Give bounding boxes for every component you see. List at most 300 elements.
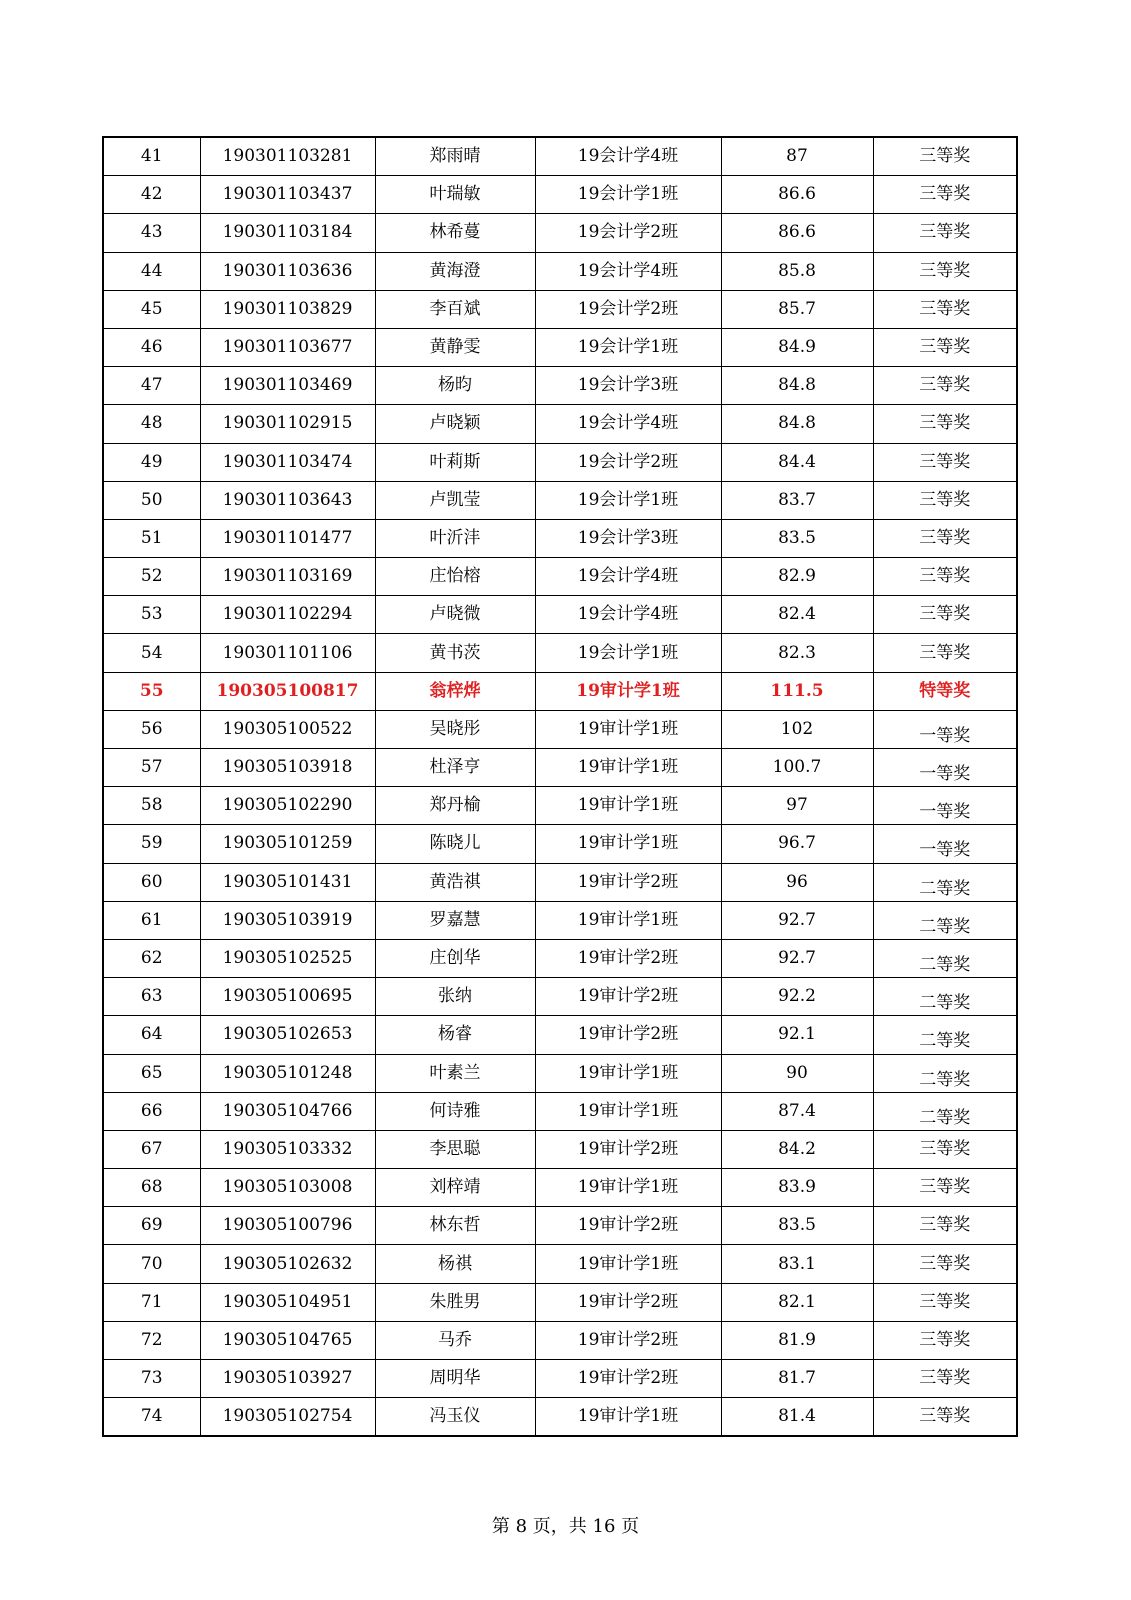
score-cell bbox=[721, 290, 873, 328]
award-cell bbox=[873, 749, 1017, 787]
student-id-cell-text: 190301103829 bbox=[222, 298, 353, 319]
table-row bbox=[103, 252, 1017, 290]
row-number-cell bbox=[103, 405, 200, 443]
score-cell-text: 96.7 bbox=[778, 833, 816, 854]
student-id-cell-text: 190305104766 bbox=[222, 1100, 353, 1121]
score-cell-text: 83.5 bbox=[778, 527, 816, 548]
student-name-cell-text: 周明华 bbox=[429, 1368, 481, 1389]
class-name-cell bbox=[535, 863, 721, 901]
student-id-cell-text: 190305103332 bbox=[222, 1138, 353, 1159]
score-cell-text: 82.1 bbox=[778, 1291, 816, 1312]
award-cell bbox=[873, 519, 1017, 557]
student-name-cell-text: 叶莉斯 bbox=[429, 451, 481, 472]
score-cell-text: 86.6 bbox=[778, 184, 816, 205]
score-cell-text: 84.2 bbox=[778, 1138, 816, 1159]
table-row bbox=[103, 367, 1017, 405]
class-name-cell bbox=[535, 1321, 721, 1359]
class-name-cell bbox=[535, 825, 721, 863]
table-row bbox=[103, 1360, 1017, 1398]
table-row bbox=[103, 749, 1017, 787]
award-cell bbox=[873, 1360, 1017, 1398]
class-name-cell bbox=[535, 939, 721, 977]
table-row bbox=[103, 558, 1017, 596]
class-name-cell-text: 19审计学1班 bbox=[577, 718, 679, 739]
class-name-cell-text: 19审计学1班 bbox=[577, 1177, 679, 1198]
table-row bbox=[103, 1054, 1017, 1092]
score-cell-text: 82.9 bbox=[778, 566, 816, 587]
award-cell-text: 三等奖 bbox=[919, 489, 971, 510]
score-cell bbox=[721, 405, 873, 443]
student-id-cell-text: 190305103008 bbox=[222, 1177, 353, 1198]
class-name-cell-text: 19会计学4班 bbox=[577, 604, 679, 625]
class-name-cell bbox=[535, 634, 721, 672]
student-name-cell-text: 杨睿 bbox=[438, 1024, 472, 1045]
award-cell-text: 三等奖 bbox=[919, 260, 971, 281]
score-cell-text: 84.8 bbox=[778, 375, 816, 396]
table-row bbox=[103, 1092, 1017, 1130]
student-name-cell-text: 罗嘉慧 bbox=[429, 909, 481, 930]
class-name-cell-text: 19会计学1班 bbox=[577, 337, 679, 358]
student-id-cell bbox=[200, 787, 375, 825]
student-id-cell bbox=[200, 749, 375, 787]
row-number-cell bbox=[103, 596, 200, 634]
student-id-cell-text: 190301103437 bbox=[222, 184, 353, 205]
student-id-cell bbox=[200, 1054, 375, 1092]
award-cell-text: 三等奖 bbox=[919, 337, 971, 358]
row-number-cell-text: 74 bbox=[140, 1406, 163, 1427]
award-cell bbox=[873, 672, 1017, 710]
row-number-cell-text: 54 bbox=[140, 642, 163, 663]
score-cell bbox=[721, 558, 873, 596]
student-name-cell-text: 李百斌 bbox=[429, 298, 481, 319]
student-id-cell bbox=[200, 328, 375, 366]
class-name-cell bbox=[535, 1207, 721, 1245]
score-cell-text: 82.4 bbox=[778, 604, 816, 625]
student-id-cell bbox=[200, 1207, 375, 1245]
class-name-cell-text: 19审计学2班 bbox=[577, 1291, 679, 1312]
row-number-cell bbox=[103, 519, 200, 557]
class-name-cell bbox=[535, 328, 721, 366]
student-id-cell bbox=[200, 252, 375, 290]
class-name-cell bbox=[535, 443, 721, 481]
table-row bbox=[103, 1207, 1017, 1245]
row-number-cell-text: 72 bbox=[140, 1329, 163, 1350]
table-row bbox=[103, 825, 1017, 863]
row-number-cell bbox=[103, 481, 200, 519]
student-name-cell-text: 吴晓彤 bbox=[429, 718, 481, 739]
table-row bbox=[103, 443, 1017, 481]
score-cell bbox=[721, 367, 873, 405]
student-name-cell bbox=[375, 176, 535, 214]
row-number-cell bbox=[103, 787, 200, 825]
class-name-cell bbox=[535, 481, 721, 519]
table-row bbox=[103, 596, 1017, 634]
score-cell-text: 84.4 bbox=[778, 451, 816, 472]
student-name-cell-text: 陈晓儿 bbox=[429, 833, 481, 854]
class-name-cell-text: 19审计学1班 bbox=[577, 1406, 679, 1427]
student-id-cell-text: 190301103281 bbox=[222, 146, 353, 167]
class-name-cell bbox=[535, 214, 721, 252]
score-cell-text: 92.2 bbox=[778, 986, 816, 1007]
row-number-cell-text: 45 bbox=[140, 298, 163, 319]
table-row bbox=[103, 863, 1017, 901]
score-cell bbox=[721, 1130, 873, 1168]
class-name-cell bbox=[535, 176, 721, 214]
row-number-cell bbox=[103, 137, 200, 176]
row-number-cell bbox=[103, 367, 200, 405]
score-cell-text: 100.7 bbox=[772, 757, 822, 778]
row-number-cell bbox=[103, 1054, 200, 1092]
student-id-cell bbox=[200, 978, 375, 1016]
row-number-cell bbox=[103, 176, 200, 214]
student-id-cell-text: 190301102915 bbox=[222, 413, 353, 434]
student-name-cell-text: 李思聪 bbox=[429, 1138, 481, 1159]
award-cell-text: 三等奖 bbox=[919, 451, 971, 472]
row-number-cell bbox=[103, 214, 200, 252]
row-number-cell-text: 58 bbox=[140, 795, 163, 816]
student-name-cell bbox=[375, 1169, 535, 1207]
student-name-cell bbox=[375, 137, 535, 176]
student-id-cell-text: 190301103677 bbox=[222, 337, 353, 358]
page-number: 第 8 页，共 16 页 bbox=[491, 1516, 640, 1537]
score-cell bbox=[721, 214, 873, 252]
award-cell bbox=[873, 825, 1017, 863]
student-name-cell-text: 林东哲 bbox=[429, 1215, 481, 1236]
student-id-cell bbox=[200, 290, 375, 328]
table-row bbox=[103, 137, 1017, 176]
row-number-cell-text: 69 bbox=[140, 1215, 163, 1236]
score-cell bbox=[721, 252, 873, 290]
student-name-cell bbox=[375, 939, 535, 977]
row-number-cell bbox=[103, 672, 200, 710]
score-cell bbox=[721, 978, 873, 1016]
row-number-cell bbox=[103, 252, 200, 290]
student-name-cell-text: 庄怡榕 bbox=[429, 566, 481, 587]
score-cell bbox=[721, 176, 873, 214]
row-number-cell bbox=[103, 1169, 200, 1207]
row-number-cell bbox=[103, 290, 200, 328]
row-number-cell bbox=[103, 939, 200, 977]
table-row bbox=[103, 481, 1017, 519]
award-cell-text: 三等奖 bbox=[919, 642, 971, 663]
class-name-cell-text: 19审计学2班 bbox=[577, 1329, 679, 1350]
class-name-cell bbox=[535, 1360, 721, 1398]
award-cell bbox=[873, 787, 1017, 825]
table-row bbox=[103, 978, 1017, 1016]
award-cell bbox=[873, 1130, 1017, 1168]
student-id-cell bbox=[200, 1245, 375, 1283]
table-row bbox=[103, 176, 1017, 214]
row-number-cell-text: 51 bbox=[140, 527, 163, 548]
award-cell-text: 三等奖 bbox=[919, 1406, 971, 1427]
table-row bbox=[103, 901, 1017, 939]
student-id-cell-text: 190301101477 bbox=[222, 527, 353, 548]
student-name-cell-text: 黄海澄 bbox=[429, 260, 481, 281]
class-name-cell-text: 19会计学4班 bbox=[577, 413, 679, 434]
student-id-cell-text: 190301103643 bbox=[222, 489, 353, 510]
student-id-cell-text: 190305101259 bbox=[222, 833, 353, 854]
student-name-cell bbox=[375, 1398, 535, 1437]
row-number-cell bbox=[103, 710, 200, 748]
award-cell-text: 三等奖 bbox=[919, 413, 971, 434]
score-cell bbox=[721, 1054, 873, 1092]
award-cell bbox=[873, 710, 1017, 748]
row-number-cell-text: 41 bbox=[140, 146, 163, 167]
award-cell bbox=[873, 978, 1017, 1016]
row-number-cell bbox=[103, 1283, 200, 1321]
row-number-cell-text: 68 bbox=[140, 1177, 163, 1198]
row-number-cell bbox=[103, 1245, 200, 1283]
table-row bbox=[103, 290, 1017, 328]
class-name-cell bbox=[535, 1130, 721, 1168]
row-number-cell bbox=[103, 558, 200, 596]
score-cell bbox=[721, 137, 873, 176]
student-id-cell bbox=[200, 863, 375, 901]
student-name-cell bbox=[375, 367, 535, 405]
student-name-cell-text: 叶素兰 bbox=[429, 1062, 481, 1083]
awards-table bbox=[102, 136, 1018, 1437]
student-id-cell-text: 190305100796 bbox=[222, 1215, 353, 1236]
student-name-cell bbox=[375, 252, 535, 290]
student-id-cell-text: 190305103918 bbox=[222, 757, 353, 778]
award-cell-text: 三等奖 bbox=[919, 1215, 971, 1236]
award-cell-text: 二等奖 bbox=[919, 955, 971, 976]
class-name-cell-text: 19审计学1班 bbox=[576, 680, 680, 701]
class-name-cell-text: 19审计学1班 bbox=[577, 1100, 679, 1121]
row-number-cell-text: 42 bbox=[140, 184, 163, 205]
class-name-cell bbox=[535, 137, 721, 176]
table-row bbox=[103, 405, 1017, 443]
student-id-cell-text: 190305104765 bbox=[222, 1329, 353, 1350]
student-name-cell-text: 林希蔓 bbox=[429, 222, 481, 243]
row-number-cell-text: 62 bbox=[140, 948, 163, 969]
award-cell-text: 三等奖 bbox=[919, 184, 971, 205]
award-cell bbox=[873, 558, 1017, 596]
student-id-cell-text: 190305103919 bbox=[222, 909, 353, 930]
student-name-cell bbox=[375, 214, 535, 252]
student-name-cell bbox=[375, 519, 535, 557]
table-row bbox=[103, 939, 1017, 977]
award-cell-text: 三等奖 bbox=[919, 1253, 971, 1274]
award-cell bbox=[873, 252, 1017, 290]
award-cell bbox=[873, 634, 1017, 672]
student-id-cell bbox=[200, 1092, 375, 1130]
award-cell-text: 三等奖 bbox=[919, 604, 971, 625]
score-cell bbox=[721, 901, 873, 939]
award-cell-text: 三等奖 bbox=[919, 566, 971, 587]
student-id-cell-text: 190301103184 bbox=[222, 222, 353, 243]
award-cell bbox=[873, 901, 1017, 939]
student-name-cell bbox=[375, 328, 535, 366]
student-name-cell-text: 郑丹榆 bbox=[429, 795, 481, 816]
award-cell bbox=[873, 1398, 1017, 1437]
student-id-cell bbox=[200, 634, 375, 672]
student-id-cell-text: 190305100522 bbox=[222, 718, 353, 739]
row-number-cell-text: 64 bbox=[140, 1024, 163, 1045]
student-name-cell bbox=[375, 672, 535, 710]
student-id-cell bbox=[200, 1360, 375, 1398]
score-cell-text: 85.7 bbox=[778, 298, 816, 319]
score-cell bbox=[721, 596, 873, 634]
award-cell-text: 一等奖 bbox=[919, 725, 971, 746]
row-number-cell bbox=[103, 1092, 200, 1130]
student-name-cell bbox=[375, 443, 535, 481]
score-cell-text: 102 bbox=[780, 718, 814, 739]
score-cell-text: 96 bbox=[786, 871, 808, 892]
class-name-cell-text: 19会计学2班 bbox=[577, 451, 679, 472]
student-name-cell bbox=[375, 558, 535, 596]
class-name-cell bbox=[535, 367, 721, 405]
class-name-cell-text: 19审计学2班 bbox=[577, 1215, 679, 1236]
row-number-cell-text: 48 bbox=[140, 413, 163, 434]
class-name-cell bbox=[535, 787, 721, 825]
student-name-cell bbox=[375, 1207, 535, 1245]
student-name-cell-text: 翁梓烨 bbox=[429, 680, 481, 701]
student-name-cell-text: 张纳 bbox=[438, 986, 472, 1007]
award-cell-text: 三等奖 bbox=[919, 146, 971, 167]
score-cell-text: 81.4 bbox=[778, 1406, 816, 1427]
student-id-cell bbox=[200, 939, 375, 977]
table-row bbox=[103, 1016, 1017, 1054]
score-cell bbox=[721, 443, 873, 481]
class-name-cell-text: 19审计学2班 bbox=[577, 1138, 679, 1159]
row-number-cell-text: 50 bbox=[140, 489, 163, 510]
student-id-cell-text: 190301102294 bbox=[222, 604, 353, 625]
student-id-cell bbox=[200, 519, 375, 557]
award-cell bbox=[873, 1245, 1017, 1283]
award-cell-text: 三等奖 bbox=[919, 1177, 971, 1198]
row-number-cell-text: 53 bbox=[140, 604, 163, 625]
row-number-cell-text: 60 bbox=[140, 871, 163, 892]
student-name-cell-text: 杨昀 bbox=[438, 375, 472, 396]
class-name-cell bbox=[535, 1283, 721, 1321]
award-cell-text: 特等奖 bbox=[919, 680, 971, 701]
award-cell-text: 三等奖 bbox=[919, 222, 971, 243]
row-number-cell bbox=[103, 1321, 200, 1359]
score-cell-text: 83.7 bbox=[778, 489, 816, 510]
class-name-cell bbox=[535, 405, 721, 443]
student-name-cell-text: 何诗雅 bbox=[429, 1100, 481, 1121]
award-cell bbox=[873, 1169, 1017, 1207]
row-number-cell-text: 67 bbox=[140, 1138, 163, 1159]
student-name-cell-text: 刘梓靖 bbox=[429, 1177, 481, 1198]
row-number-cell bbox=[103, 634, 200, 672]
award-cell bbox=[873, 1054, 1017, 1092]
student-id-cell bbox=[200, 1169, 375, 1207]
award-cell bbox=[873, 176, 1017, 214]
student-id-cell-text: 190305102653 bbox=[222, 1024, 353, 1045]
student-name-cell-text: 杨祺 bbox=[438, 1253, 472, 1274]
student-id-cell-text: 190305102525 bbox=[222, 948, 353, 969]
award-cell-text: 二等奖 bbox=[919, 916, 971, 937]
score-cell bbox=[721, 634, 873, 672]
class-name-cell-text: 19审计学2班 bbox=[577, 948, 679, 969]
class-name-cell bbox=[535, 1054, 721, 1092]
student-id-cell bbox=[200, 137, 375, 176]
award-cell-text: 三等奖 bbox=[919, 527, 971, 548]
class-name-cell bbox=[535, 290, 721, 328]
student-name-cell-text: 叶瑞敏 bbox=[429, 184, 481, 205]
class-name-cell bbox=[535, 1398, 721, 1437]
class-name-cell bbox=[535, 1016, 721, 1054]
score-cell bbox=[721, 863, 873, 901]
award-cell bbox=[873, 939, 1017, 977]
class-name-cell bbox=[535, 901, 721, 939]
class-name-cell bbox=[535, 1169, 721, 1207]
student-id-cell bbox=[200, 481, 375, 519]
score-cell bbox=[721, 710, 873, 748]
row-number-cell-text: 63 bbox=[140, 986, 163, 1007]
class-name-cell-text: 19审计学1班 bbox=[577, 757, 679, 778]
score-cell bbox=[721, 1321, 873, 1359]
score-cell-text: 87.4 bbox=[778, 1100, 816, 1121]
student-id-cell bbox=[200, 825, 375, 863]
row-number-cell-text: 73 bbox=[140, 1368, 163, 1389]
row-number-cell bbox=[103, 1360, 200, 1398]
award-cell bbox=[873, 367, 1017, 405]
table-row bbox=[103, 1245, 1017, 1283]
student-name-cell-text: 黄书茨 bbox=[429, 642, 481, 663]
score-cell-text: 92.7 bbox=[778, 948, 816, 969]
award-cell bbox=[873, 328, 1017, 366]
row-number-cell bbox=[103, 978, 200, 1016]
class-name-cell-text: 19会计学3班 bbox=[577, 375, 679, 396]
score-cell bbox=[721, 1207, 873, 1245]
student-id-cell-text: 190305103927 bbox=[222, 1368, 353, 1389]
student-id-cell bbox=[200, 710, 375, 748]
student-name-cell bbox=[375, 1245, 535, 1283]
row-number-cell-text: 61 bbox=[140, 909, 163, 930]
score-cell bbox=[721, 1169, 873, 1207]
class-name-cell-text: 19会计学1班 bbox=[577, 642, 679, 663]
row-number-cell bbox=[103, 901, 200, 939]
student-id-cell bbox=[200, 672, 375, 710]
score-cell-text: 81.7 bbox=[778, 1368, 816, 1389]
student-name-cell bbox=[375, 1283, 535, 1321]
award-cell bbox=[873, 405, 1017, 443]
row-number-cell bbox=[103, 1398, 200, 1437]
table-row bbox=[103, 214, 1017, 252]
award-cell-text: 三等奖 bbox=[919, 1138, 971, 1159]
student-name-cell bbox=[375, 978, 535, 1016]
student-id-cell bbox=[200, 214, 375, 252]
score-cell bbox=[721, 519, 873, 557]
award-cell-text: 二等奖 bbox=[919, 878, 971, 899]
student-id-cell bbox=[200, 1016, 375, 1054]
row-number-cell-text: 57 bbox=[140, 757, 163, 778]
student-id-cell-text: 190305102754 bbox=[222, 1406, 353, 1427]
score-cell-text: 90 bbox=[786, 1062, 808, 1083]
row-number-cell-text: 49 bbox=[140, 451, 163, 472]
student-name-cell-text: 黄静雯 bbox=[429, 337, 481, 358]
student-name-cell bbox=[375, 787, 535, 825]
table-row bbox=[103, 1398, 1017, 1437]
class-name-cell-text: 19审计学1班 bbox=[577, 1253, 679, 1274]
class-name-cell bbox=[535, 252, 721, 290]
student-name-cell bbox=[375, 634, 535, 672]
student-name-cell bbox=[375, 290, 535, 328]
student-id-cell bbox=[200, 176, 375, 214]
student-name-cell bbox=[375, 710, 535, 748]
score-cell bbox=[721, 1016, 873, 1054]
class-name-cell bbox=[535, 558, 721, 596]
student-name-cell-text: 卢晓微 bbox=[429, 604, 481, 625]
score-cell-text: 92.7 bbox=[778, 909, 816, 930]
student-id-cell-text: 190301103474 bbox=[222, 451, 353, 472]
score-cell bbox=[721, 787, 873, 825]
awards-table-body bbox=[103, 137, 1017, 1436]
student-id-cell bbox=[200, 367, 375, 405]
